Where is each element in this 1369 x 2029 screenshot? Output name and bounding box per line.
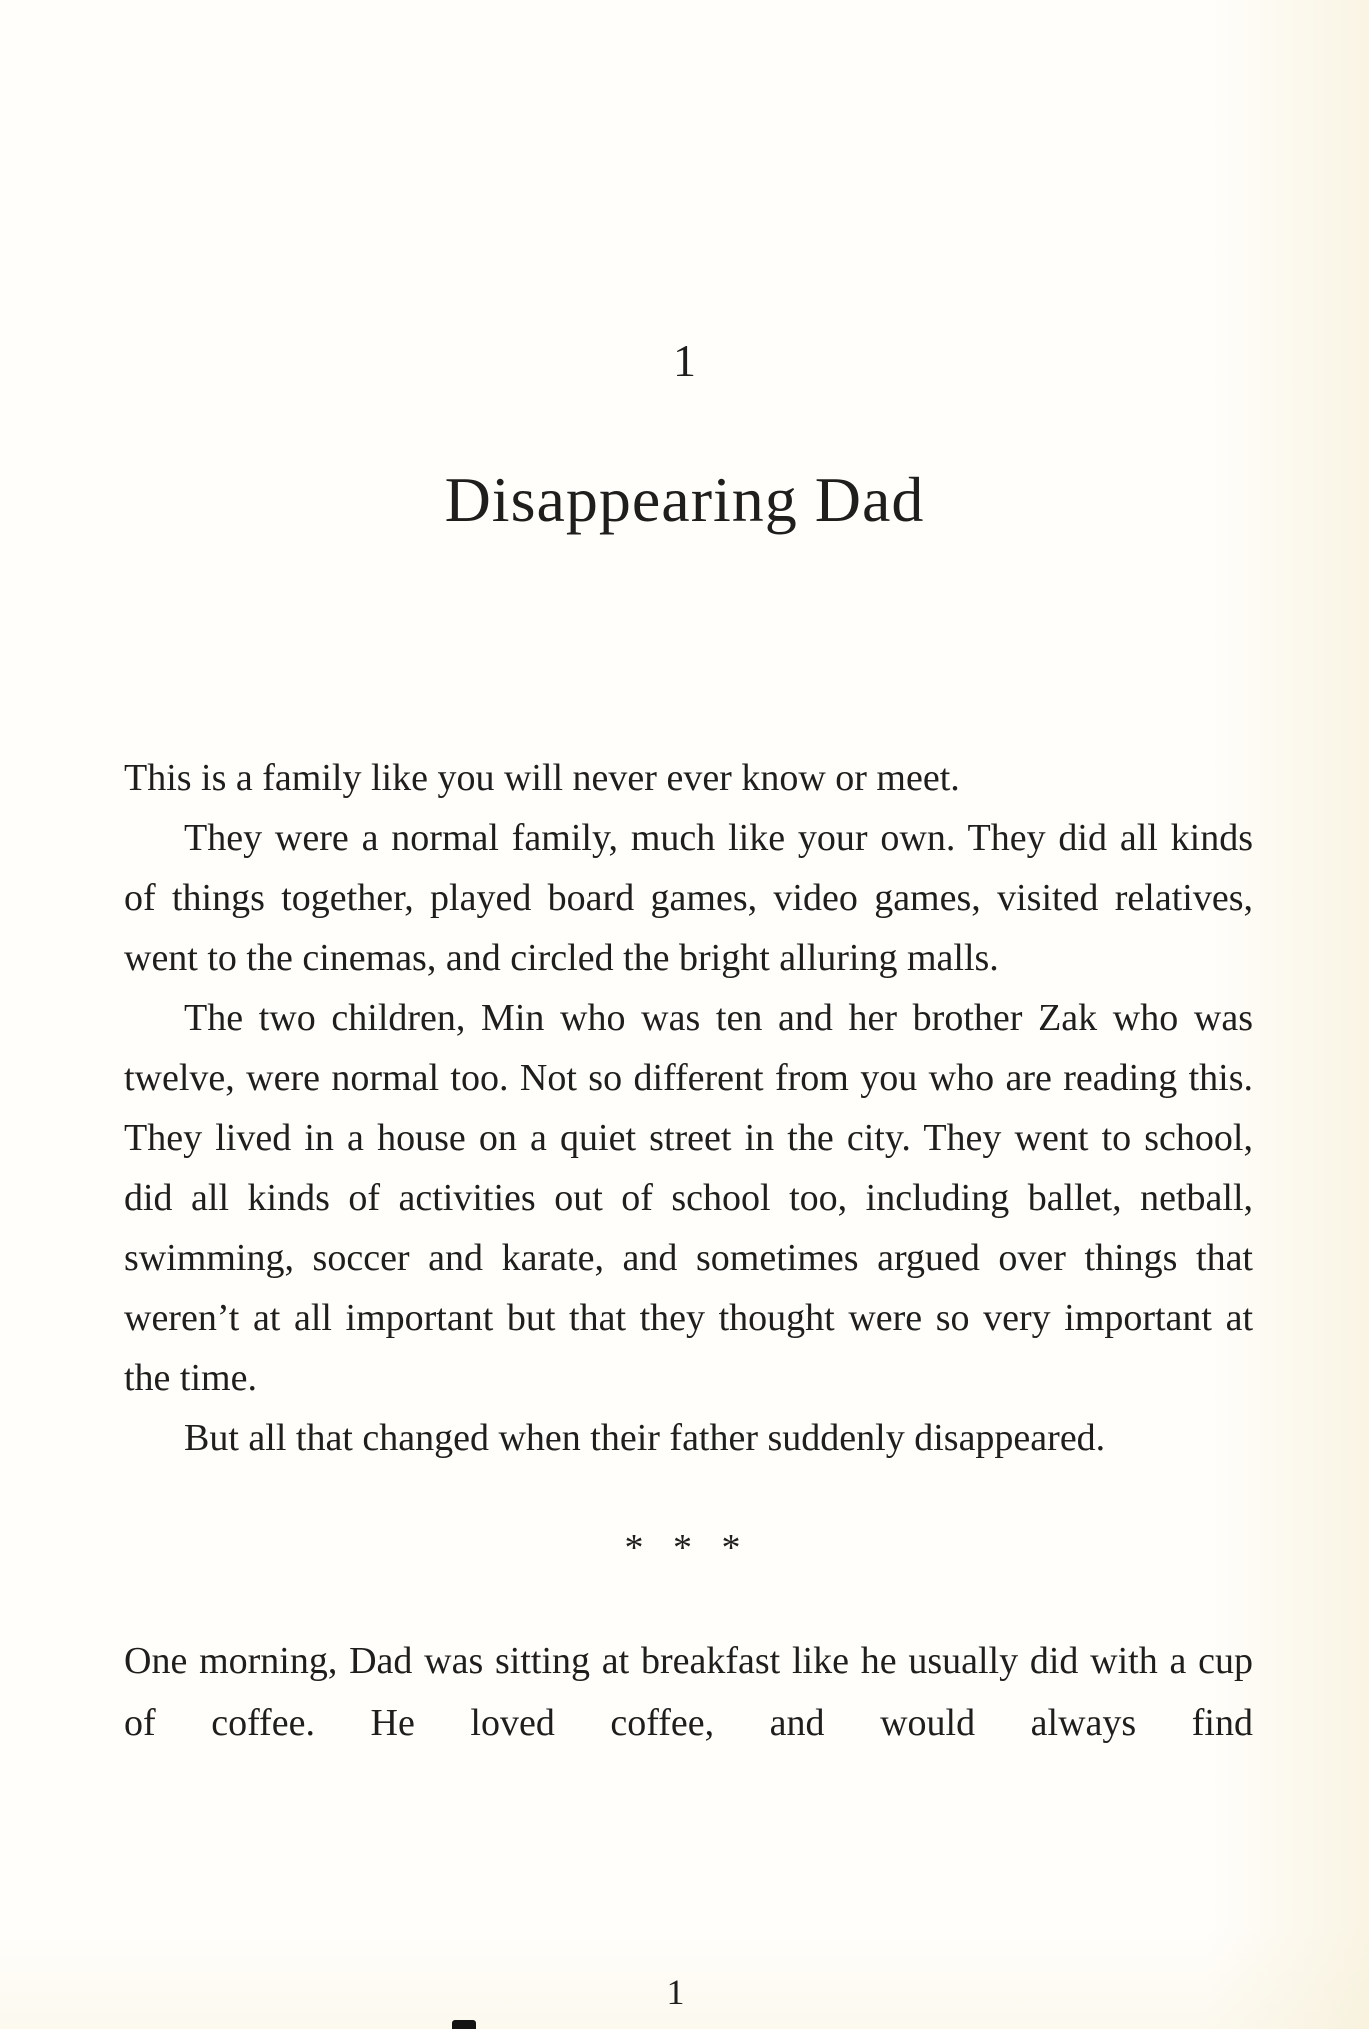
paragraph: They were a normal family, much like your own. They did all kinds of things together, played board games, video games, visited relatives, went to the cinemas, and circled the bright alluring malls. — [124, 817, 1253, 980]
paragraph: This is a family like you will never ever know or meet. — [124, 757, 960, 800]
chapter-number: 1 — [673, 335, 696, 386]
page-number: 1 — [666, 1972, 685, 2012]
body-text-block — [124, 748, 1253, 1468]
body-text-block — [124, 1630, 1253, 1754]
paragraph: One morning, Dad was sitting at breakfast like he usually did with a cup of coffee. He loved coffee, and would always find — [124, 1640, 1253, 1745]
paragraph: But all that changed when their father suddenly disappeared. — [184, 1417, 1106, 1460]
scan-artifact-mark — [452, 2020, 476, 2029]
paragraph: The two children, Min who was ten and her brother Zak who was twelve, were normal too. Not so different from you who are reading this. They lived in a house on a quiet street in the city. They went to school, did all kinds of activities out of school too, including ballet, netball, swimming, soccer and karate, and sometimes argued over things that weren’t at all important but that they thought were so very important at the time. — [124, 997, 1253, 1400]
section-divider: * * * — [624, 1527, 745, 1570]
chapter-title: Disappearing Dad — [444, 463, 925, 535]
